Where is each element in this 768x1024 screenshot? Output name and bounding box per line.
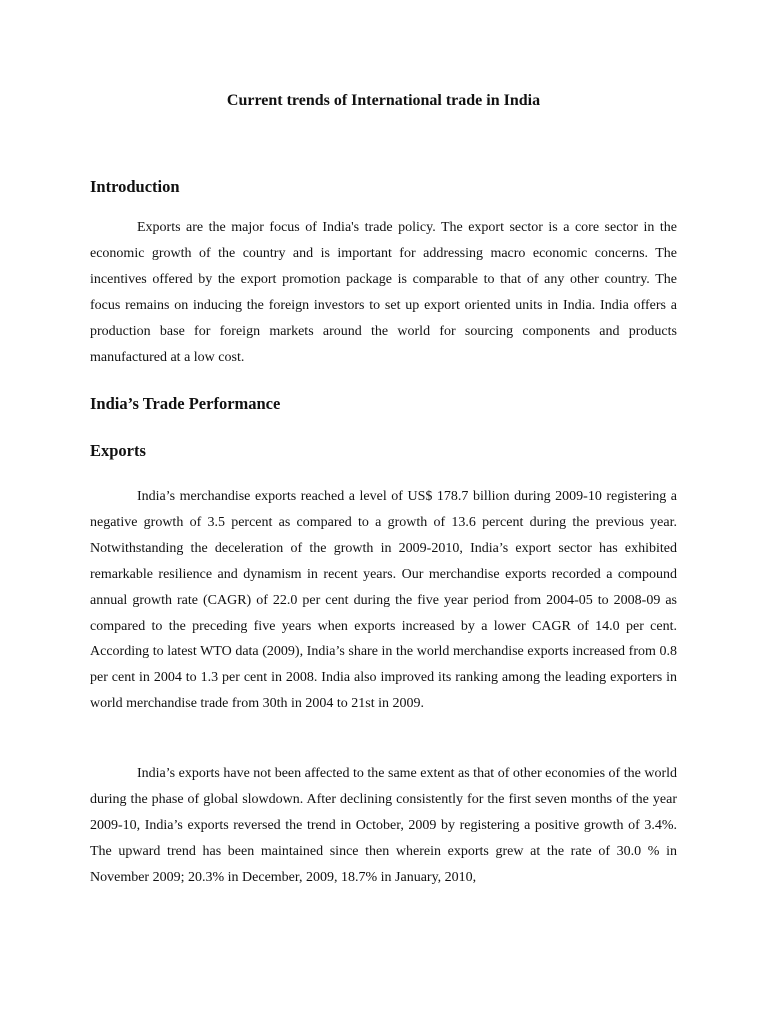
exports-paragraph-2: India’s exports have not been affected to the same extent as that of other economies of the world during the phase of global slowdown. After declining consistently for the first seven months of the year 2009-10, India’s exports reversed the trend in October, 2009 by registering a positive growth of 3.4%. The upward trend has been maintained since then wherein exports grew at the rate of 30.0 % in November 2009; 20.3% in December, 2009, 18.7% in January, 2010, — [90, 766, 677, 885]
introduction-heading: Introduction — [90, 177, 180, 196]
document-title: Current trends of International trade in India — [226, 92, 541, 109]
introduction-paragraph: Exports are the major focus of India's trade policy. The export sector is a core sector in the economic growth of the country and is important for addressing macro economic concerns. The incentives offered by the export promotion package is comparable to that of any other country. The focus remains on inducing the foreign investors to set up export oriented units in India. India offers a production base for foreign markets around the world for sourcing components and products manufactured at a low cost. — [90, 220, 677, 365]
exports-heading: Exports — [90, 441, 146, 460]
exports-paragraph-1: India’s merchandise exports reached a level of US$ 178.7 billion during 2009-10 registering a negative growth of 3.5 percent as compared to a growth of 13.6 percent during the previous year. Notwithstanding the deceleration of the growth in 2009-2010, India’s export sector has exhibited remarkable resilience and dynamism in recent years. Our merchandise exports recorded a compound annual growth rate (CAGR) of 22.0 per cent during the five year period from 2004-05 to 2008-09 as compared to the preceding five years when exports increased by a lower CAGR of 14.0 per cent. According to latest WTO data (2009), India’s share in the world merchandise exports increased from 0.8 per cent in 2004 to 1.3 per cent in 2008. India also improved its ranking among the leading exporters in world merchandise trade from 30th in 2004 to 21st in 2009. — [90, 489, 677, 712]
trade-performance-heading: India’s Trade Performance — [90, 394, 281, 413]
